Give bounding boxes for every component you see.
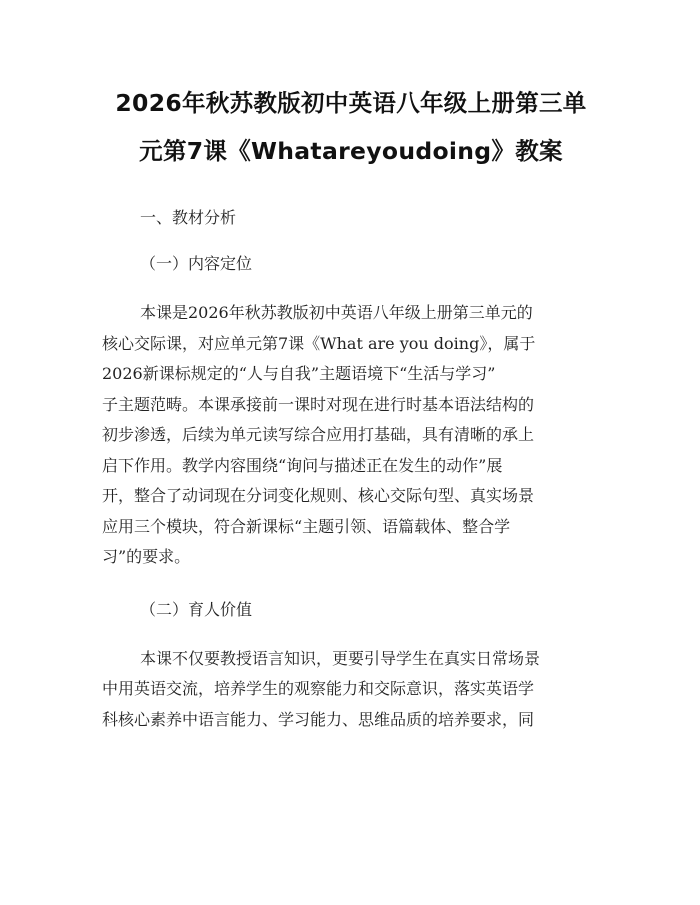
section-heading-analysis: 一、教材分析 [140, 208, 237, 227]
subsection-heading-content-positioning: （一）内容定位 [140, 254, 253, 273]
paragraph-educational-value [102, 644, 600, 736]
paragraph-line: 应用三个模块，符合新课标“主题引领、语篇载体、整合学 [102, 516, 511, 536]
title-line-1: 2026年秋苏教版初中英语八年级上册第三单 [115, 89, 587, 117]
paragraph-line: 核心交际课，对应单元第7课《What are you doing》，属于 [102, 333, 536, 353]
paragraph-content-positioning [102, 298, 600, 573]
paragraph-line: 科核心素养中语言能力、学习能力、思维品质的培养要求，同 [102, 709, 535, 729]
paragraph-line: 习”的要求。 [102, 547, 191, 566]
paragraph-line: 中用英语交流，培养学生的观察能力和交际意识，落实英语学 [102, 679, 535, 698]
paragraph-line: 子主题范畴。本课承接前一课时对现在进行时基本语法结构的 [102, 394, 535, 414]
title-line-2: 元第7课《Whatareyoudoing》教案 [139, 137, 563, 165]
document-title [102, 0, 600, 175]
paragraph-line: 启下作用。教学内容围绕“询问与描述正在发生的动作”展 [102, 455, 503, 475]
paragraph-line: 本课是2026年秋苏教版初中英语八年级上册第三单元的 [140, 303, 533, 322]
paragraph-line: 开，整合了动词现在分词变化规则、核心交际句型、真实场景 [102, 486, 535, 505]
paragraph-line: 本课不仅要教授语言知识，更要引导学生在真实日常场景 [140, 648, 541, 668]
subsection-heading-educational-value: （二）育人价值 [140, 599, 253, 619]
paragraph-line: 2026新课标规定的“人与自我”主题语境下“生活与学习” [102, 364, 496, 383]
paragraph-line: 初步渗透，后续为单元读写综合应用打基础，具有清晰的承上 [102, 425, 535, 444]
